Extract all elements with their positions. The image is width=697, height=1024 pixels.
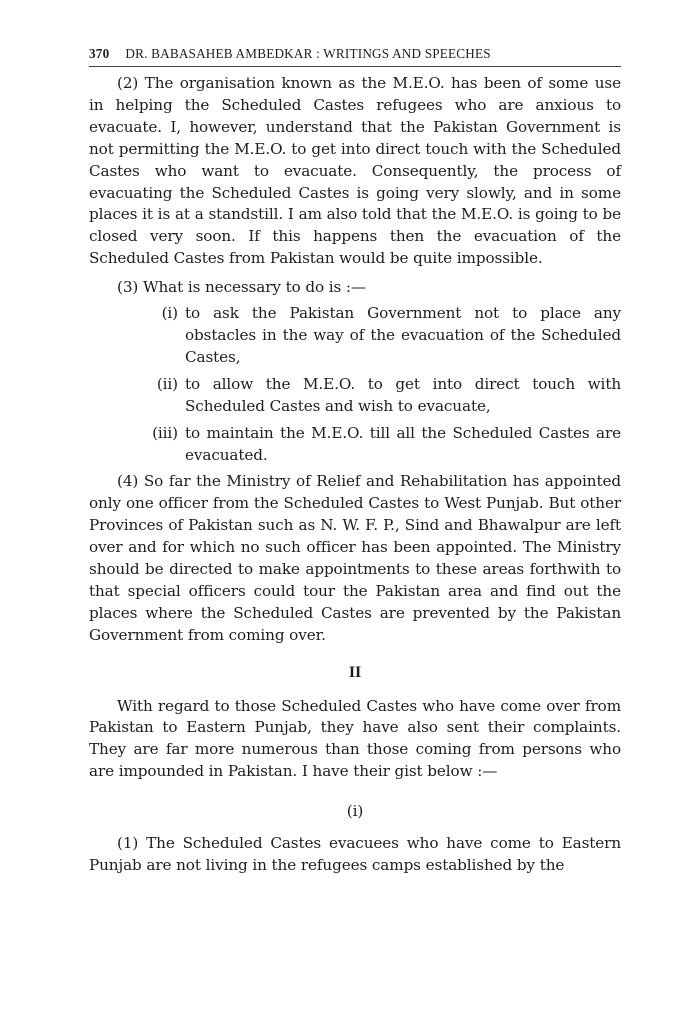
list-item-text: to allow the M.E.O. to get into direct touch with Scheduled Castes and wish to evacuate, xyxy=(185,374,621,415)
section-ii-intro: With regard to those Scheduled Castes who have come over from Pakistan to Eastern Punjab, they have also sent their complaints. They are far more numerous than those coming from persons who are impounded in Pakistan. I have their gist below :— xyxy=(89,696,621,781)
list-item xyxy=(89,303,621,369)
list-item-number: (ii) xyxy=(156,374,178,393)
list-item-number: (i) xyxy=(161,304,178,323)
list-item xyxy=(89,423,621,467)
paragraph-2: (2) The organisation known as the M.E.O. has been of some use in helping the Scheduled Castes refugees who are anxious to evacuate. I, however, understand that the Pakistan Government is not permitting the M.E.O. to get into direct touch with the Scheduled Castes who want to evacuate. Consequently, the process of evacuating the Scheduled Castes is going very slowly, and in some places it is at a standstill. I am also told that the M.E.O. is going to be closed very soon. If this happens then the evacuation of the Scheduled Castes from Pakistan would be quite impossible. xyxy=(89,74,621,268)
section-heading-ii: II xyxy=(348,663,362,681)
page-number: 370 xyxy=(89,46,110,61)
paragraph-4: (4) So far the Ministry of Relief and Rehabilitation has appointed only one officer from the Scheduled Castes to West Punjab. But other Provinces of Pakistan such as N. W. F. P., Sind and Bhawalpur are left over and for which no such officer has been appointed. The Ministry should be directed to make appointments to these areas forthwith to that special officers could tour the Pakistan area and find out the places where the Scheduled Castes are prevented by the Pakistan Government from coming over. xyxy=(89,472,621,644)
book-page xyxy=(89,46,621,877)
list-item-number: (iii) xyxy=(152,423,178,442)
necessary-actions-list xyxy=(89,303,621,466)
running-header xyxy=(89,46,621,67)
section-ii-paragraph-1: (1) The Scheduled Castes evacuees who have come to Eastern Punjab are not living in the refugees camps established by the xyxy=(89,834,621,874)
list-item-text: to ask the Pakistan Government not to place any obstacles in the way of the evacuation of the Scheduled Castes, xyxy=(185,304,621,366)
paragraph-3-lead: (3) What is necessary to do is :— xyxy=(117,278,367,297)
list-item-text: to maintain the M.E.O. till all the Scheduled Castes are evacuated. xyxy=(185,423,621,464)
list-item xyxy=(89,374,621,418)
subsection-heading-i: (i) xyxy=(346,802,364,821)
running-title: DR. BABASAHEB AMBEDKAR : WRITINGS AND SPEECHES xyxy=(125,46,491,61)
page-body xyxy=(89,73,621,877)
